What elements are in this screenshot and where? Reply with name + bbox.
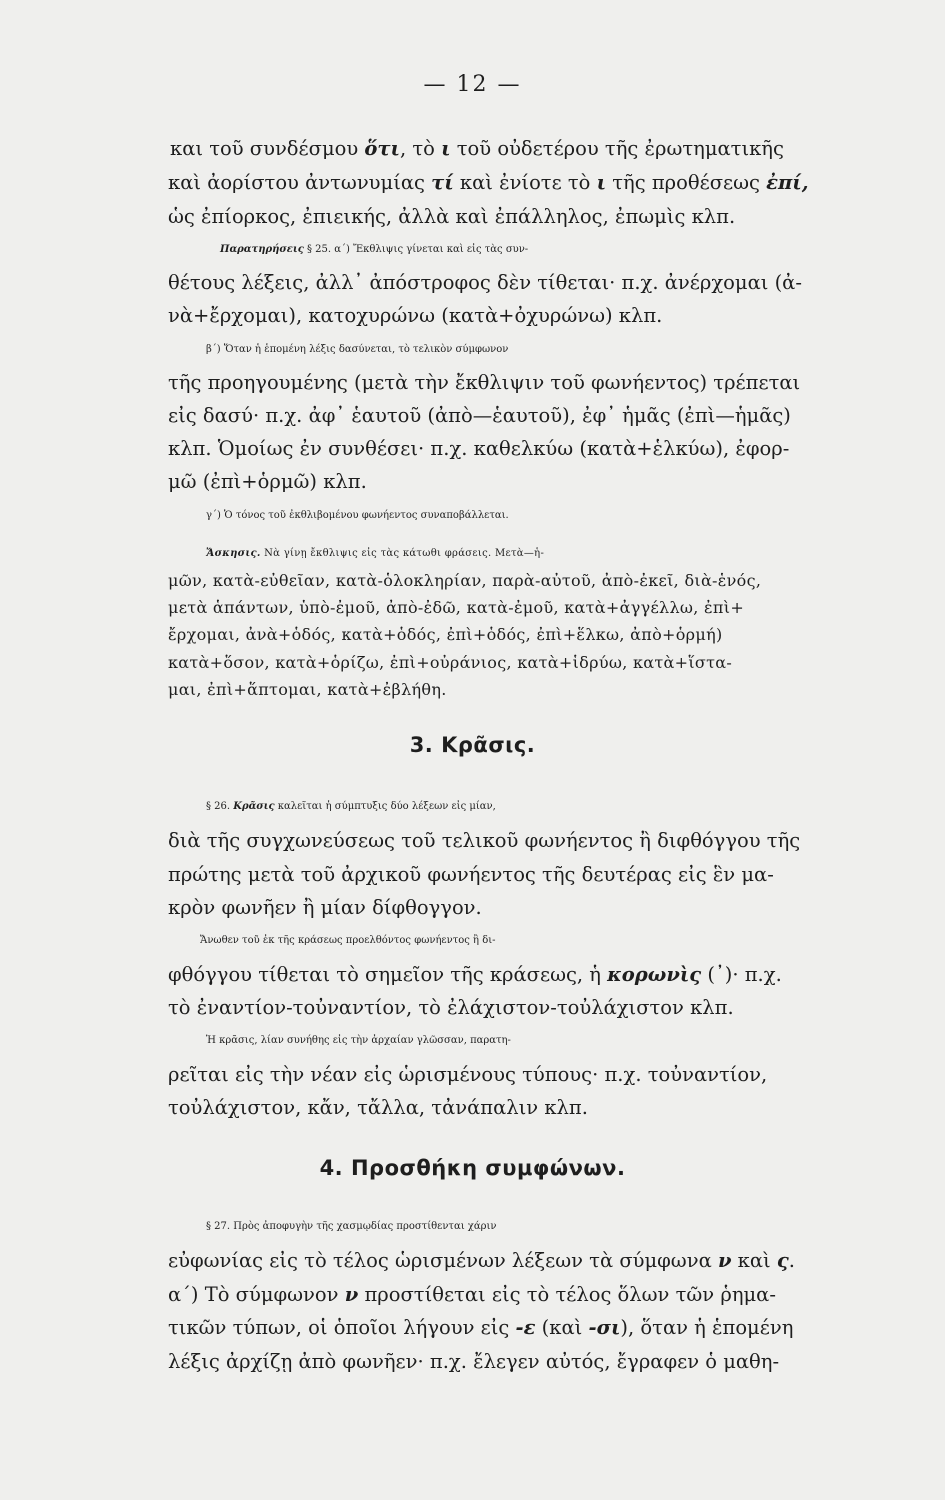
exercise-line: ἔρχομαι, ἀνὰ+ὁδός, κατὰ+ὁδός, ἐπὶ+ὁδός, ἐπὶ+ἕλκω, ἀπὸ+ὁρμή)	[168, 625, 723, 644]
text-line: θέτους λέξεις, ἀλλ᾿ ἀπόστροφος δὲν τίθεται· π.χ. ἀνέρχομαι (ἀ-	[168, 271, 802, 294]
text-line: λέξις ἀρχίζῃ ἀπὸ φωνῆεν· π.χ. ἔλεγεν αὐτός, ἔγραφεν ὁ μαθη-	[168, 1350, 780, 1373]
text-line: κρὸν φωνῆεν ἢ μίαν δίφθογγον.	[168, 896, 482, 919]
text-line: και τοῦ συνδέσμου ὅτι, τὸ ι τοῦ οὐδετέρου τῆς ἐρωτηματικῆς	[170, 137, 784, 160]
text-line: γ΄) Ὁ τόνος τοῦ ἐκθλιβομένου φωνήεντος συναποβάλλεται.	[206, 510, 509, 521]
text-line: εἰς δασύ· π.χ. ἀφ᾿ ἑαυτοῦ (ἀπὸ—ἑαυτοῦ), ἐφ᾿ ἡμᾶς (ἐπὶ—ἡμᾶς)	[168, 404, 791, 427]
text-line: κλπ. Ὁμοίως ἐν συνθέσει· π.χ. καθελκύω (κατὰ+ἑλκύω), ἐφορ-	[168, 437, 790, 460]
exercise-line: μετὰ ἁπάντων, ὑπὸ-ἐμοῦ, ἀπὸ-ἐδῶ, κατὰ-ἐμοῦ, κατὰ+ἀγγέλλω, ἐπὶ+	[168, 598, 745, 617]
text-line: τῆς προηγουμένης (μετὰ τὴν ἔκθλιψιν τοῦ φωνήεντος) τρέπεται	[168, 371, 801, 394]
text-line: Ἡ κρᾶσις, λίαν συνήθης εἰς τὴν ἀρχαίαν γλῶσσαν, παρατη-	[206, 1035, 511, 1046]
text-line: φθόγγου τίθεται τὸ σημεῖον τῆς κράσεως, ἡ κορωνὶς (᾿)· π.χ.	[168, 963, 782, 986]
text-line: § 27. Πρὸς ἀποφυγὴν τῆς χασμῳδίας προστίθενται χάριν	[206, 1221, 497, 1232]
text-line: νὰ+ἔρχομαι), κατοχυρώνω (κατὰ+ὀχυρώνω) κλπ.	[168, 304, 663, 327]
text-line: διὰ τῆς συγχωνεύσεως τοῦ τελικοῦ φωνήεντος ἢ διφθόγγου τῆς	[168, 829, 801, 852]
exercise-line: Ἄσκησις. Νὰ γίνῃ ἔκθλιψις εἰς τὰς κάτωθι φράσεις. Μετὰ—ἡ-	[206, 548, 545, 559]
text-line: ὡς ἐπίορκος, ἐπιεικής, ἀλλὰ καὶ ἐπάλληλος, ἐπωμὶς κλπ.	[168, 205, 736, 228]
text-line: β΄) Ὅταν ἡ ἑπομένη λέξις δασύνεται, τὸ τελικὸν σύμφωνον	[206, 344, 509, 355]
section-heading: 3. Κρᾶσις.	[409, 733, 536, 757]
exercise-line: μαι, ἐπὶ+ἅπτομαι, κατὰ+ἐβλήθη.	[168, 680, 447, 699]
text-line: α΄) Τὸ σύμφωνον ν προστίθεται εἰς τὸ τέλος ὅλων τῶν ῥημα-	[168, 1283, 776, 1306]
text-line: μῶ (ἐπὶ+ὁρμῶ) κλπ.	[168, 470, 367, 493]
text-line: τὸ ἐναντίον-τοὐναντίον, τὸ ἐλάχιστον-τοὐλάχιστον κλπ.	[168, 996, 734, 1019]
page-number: — 12 —	[423, 72, 522, 97]
text-line: τικῶν τύπων, οἱ ὁποῖοι λήγουν εἰς -ε (καὶ -σι), ὅταν ἡ ἑπομένη	[168, 1316, 794, 1339]
text-line: εὐφωνίας εἰς τὸ τέλος ὡρισμένων λέξεων τὰ σύμφωνα ν καὶ ς.	[168, 1249, 795, 1272]
text-line: § 26. Κρᾶσις καλεῖται ἡ σύμπτυξις δύο λέξεων εἰς μίαν,	[206, 801, 496, 812]
text-line: πρώτης μετὰ τοῦ ἀρχικοῦ φωνήεντος τῆς δευτέρας εἰς ἓν μα-	[168, 863, 774, 886]
text-line: καὶ ἀορίστου ἀντωνυμίας τί καὶ ἐνίοτε τὸ ι τῆς προθέσεως ἐπί,	[168, 171, 809, 194]
exercise-line: μῶν, κατὰ-εὐθεῖαν, κατὰ-ὁλοκληρίαν, παρὰ-αὐτοῦ, ἀπὸ-ἐκεῖ, διὰ-ἑνός,	[168, 571, 762, 590]
section-heading: 4. Προσθήκη συμφώνων.	[319, 1156, 626, 1180]
text-line: τοὐλάχιστον, κἄν, τἄλλα, τἀνάπαλιν κλπ.	[168, 1096, 588, 1119]
text-line: Παρατηρήσεις § 25. α΄) Ἔκθλιψις γίνεται καὶ εἰς τὰς συν-	[220, 244, 529, 255]
exercise-line: κατὰ+ὅσον, κατὰ+ὁρίζω, ἐπὶ+οὐράνιος, κατὰ+ἱδρύω, κατὰ+ἵστα-	[168, 653, 733, 672]
text-line: Ἄνωθεν τοῦ ἐκ τῆς κράσεως προελθόντος φωνήεντος ἢ δι-	[200, 935, 496, 946]
text-line: ρεῖται εἰς τὴν νέαν εἰς ὡρισμένους τύπους· π.χ. τοὐναντίον,	[168, 1063, 768, 1086]
